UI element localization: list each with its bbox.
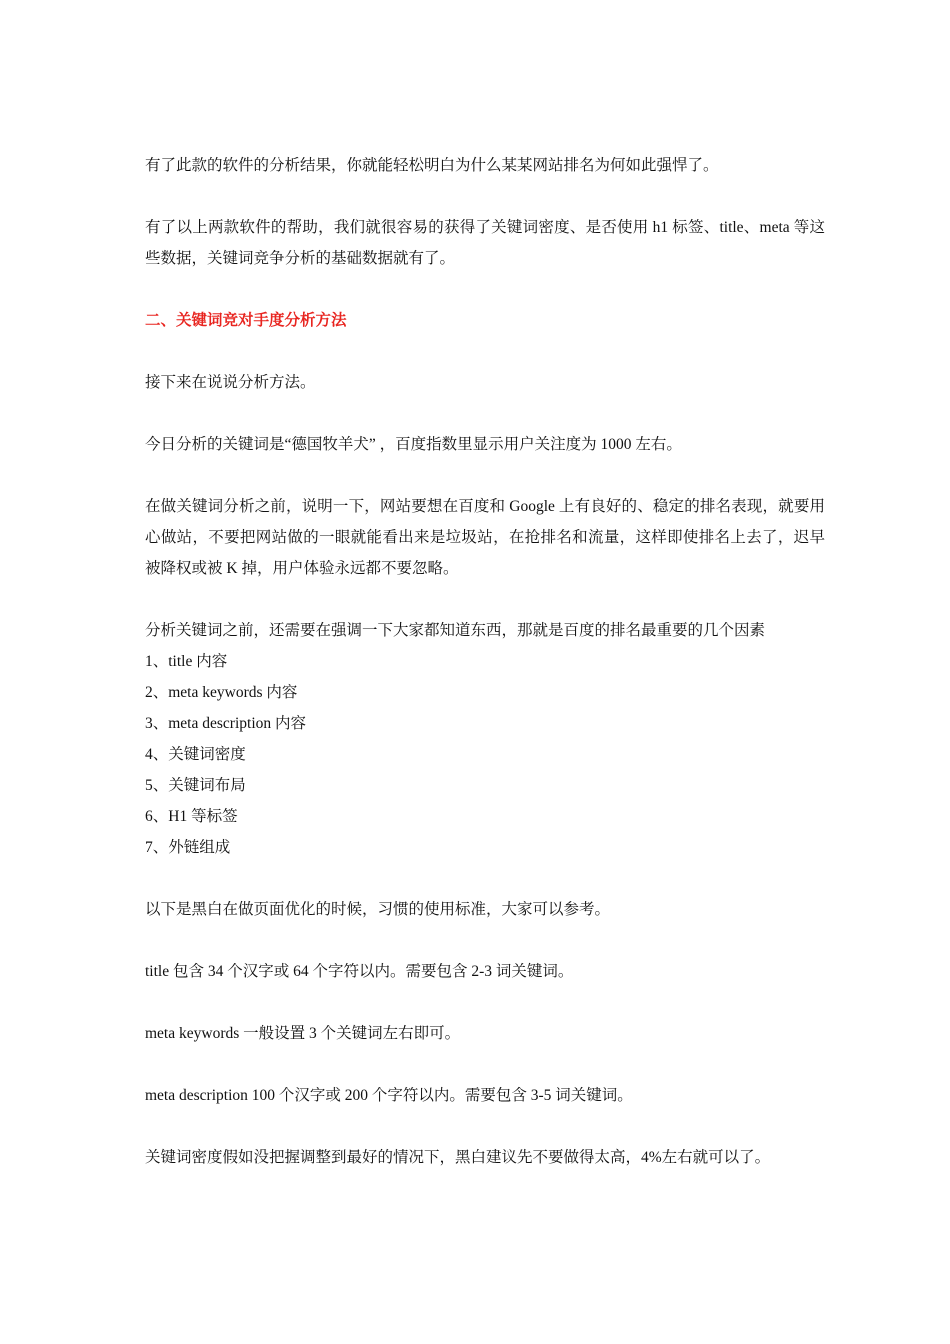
document-body [145, 150, 825, 1173]
paragraph-factors-intro: 分析关键词之前，还需要在强调一下大家都知道东西，那就是百度的排名最重要的几个因素 [145, 622, 766, 639]
paragraph-keywords-rule: meta keywords 一般设置 3 个关键词左右即可。 [145, 1025, 461, 1042]
paragraph-description-rule: meta description 100 个汉字或 200 个字符以内。需要包含 3-5 词关键词。 [145, 1087, 633, 1104]
list-item: 6、H1 等标签 [145, 808, 238, 825]
paragraph-two-tools: 有了以上两款软件的帮助，我们就很容易的获得了关键词密度、是否使用 h1 标签、title、meta 等这些数据，关键词竞争分析的基础数据就有了。 [145, 219, 825, 267]
list-item: 3、meta description 内容 [145, 715, 306, 732]
paragraph-standards-intro: 以下是黑白在做页面优化的时候，习惯的使用标准，大家可以参考。 [145, 901, 611, 918]
section-heading: 二、关键词竞对手度分析方法 [145, 312, 347, 329]
list-item: 2、meta keywords 内容 [145, 684, 298, 701]
paragraph-software-result: 有了此款的软件的分析结果，你就能轻松明白为什么某某网站排名为何如此强悍了。 [145, 157, 719, 174]
factors-block [145, 615, 825, 863]
paragraph-method-intro: 接下来在说说分析方法。 [145, 374, 316, 391]
paragraph-title-rule: title 包含 34 个汉字或 64 个字符以内。需要包含 2-3 词关键词。 [145, 963, 574, 980]
paragraph-before-analysis: 在做关键词分析之前，说明一下，网站要想在百度和 Google 上有良好的、稳定的排名表现，就要用心做站，不要把网站做的一眼就能看出来是垃圾站，在抢排名和流量，这样即使排名上去了，迟早被降权或被 K 掉，用户体验永远都不要忽略。 [145, 498, 825, 577]
list-item: 1、title 内容 [145, 653, 228, 670]
list-item: 7、外链组成 [145, 839, 231, 856]
list-item: 5、关键词布局 [145, 777, 246, 794]
paragraph-keyword-today: 今日分析的关键词是“德国牧羊犬” ，百度指数里显示用户关注度为 1000 左右。 [145, 436, 682, 453]
list-item: 4、关键词密度 [145, 746, 246, 763]
paragraph-density-rule: 关键词密度假如没把握调整到最好的情况下，黑白建议先不要做得太高，4%左右就可以了。 [145, 1149, 771, 1166]
factors-list [145, 646, 825, 863]
